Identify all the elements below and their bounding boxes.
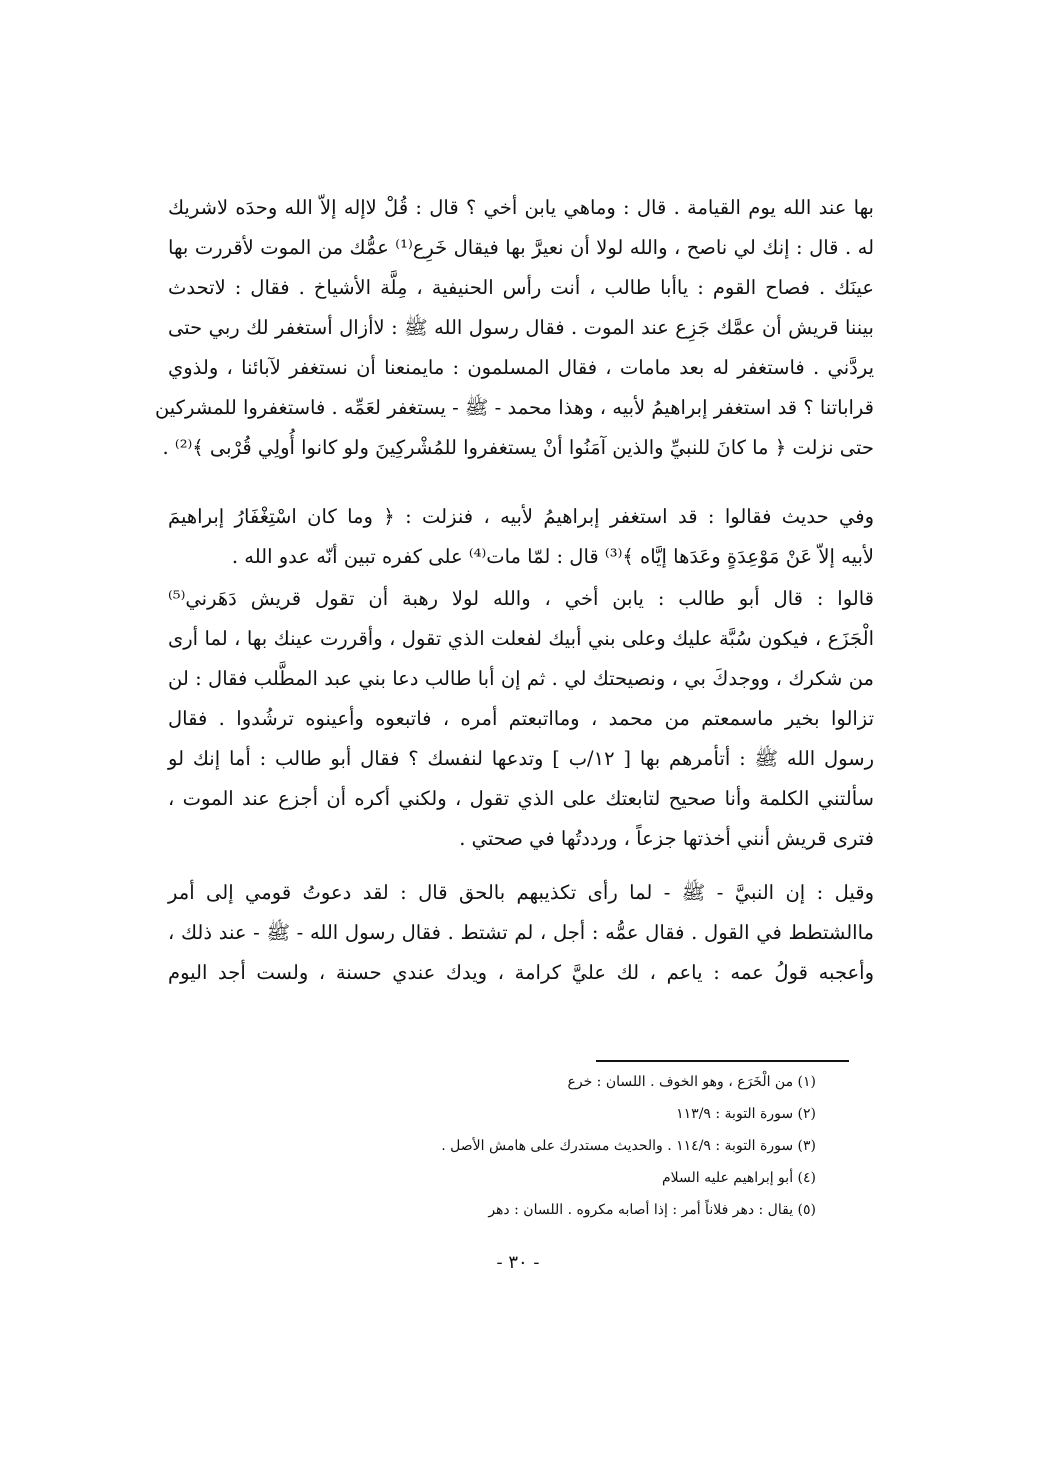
paragraph: [168, 873, 874, 993]
text-line: وفي حديث فقالوا : قد استغفر إبراهيمُ لأبيه ، فنزلت : ﴿ وما كان اسْتِغْفَارُ إبراهيمَ: [168, 505, 874, 528]
text-line: قراباتنا ؟ قد استغفر إبراهيمُ لأبيه ، وهذا محمد - ﷺ - يستغفر لعَمِّه . فاستغفروا للمشركين: [154, 396, 874, 419]
text-line: بيننا قريش أن عمَّك جَزِع عند الموت . فقال رسول الله ﷺ : لاأزال أستغفر لك ربي حتى: [168, 316, 874, 339]
text-line: من شكرك ، ووجدكَ بي ، ونصيحتك لي . ثم إن أبا طالب دعا بني عبد المطَّلب فقال : لن: [168, 667, 874, 690]
footnote: (٤) أبو إبراهيم عليه السلام: [662, 1170, 816, 1186]
text-line: تزالوا بخير ماسمعتم من محمد ، ومااتبعتم أمره ، فاتبعوه وأعينوه ترشُدوا . فقال: [168, 707, 874, 730]
page-number: - ٣٠ -: [496, 1252, 540, 1273]
text-line: الْجَزَع ، فيكون سُبَّة عليك وعلى بني أبيك لفعلت الذي تقول ، وأقررت عينك بها ، لما أرى: [168, 627, 874, 650]
footnote: (٥) يقال : دهر فلاناً أمر : إذا أصابه مكروه . اللسان : دهر: [488, 1202, 816, 1218]
text-line: يردَّني . فاستغفر له بعد مامات ، فقال المسلمون : مايمنعنا أن نستغفر لآبائنا ، ولذوي: [168, 356, 874, 379]
paragraph: [154, 188, 875, 468]
text-line: له . قال : إنك لي ناصح ، والله لولا أن نعيرَّ بها فيقال خَرِع⁽¹⁾ عمُّك من الموت لأقررت بها: [168, 236, 875, 259]
footnote: (٢) سورة التوبة : ١١٣/٩: [676, 1106, 816, 1122]
text-line: وقيل : إن النبيَّ - ﷺ - لما رأى تكذيبهم بالحق قال : لقد دعوتُ قومي إلى أمر: [168, 881, 874, 904]
text-line: سألتني الكلمة وأنا صحيح لتابعتك على الذي تقول ، ولكني أكره أن أجزع عند الموت ،: [168, 787, 874, 810]
footnote-separator: [596, 1060, 849, 1062]
text-line: رسول الله ﷺ : أتأمرهم بها [ ١٢/ب ] وتدعها لنفسك ؟ فقال أبو طالب : أما إنك لو: [168, 747, 874, 770]
text-line: لأبيه إلاّ عَنْ مَوْعِدَةٍ وعَدَها إيَّاه ﴾⁽³⁾ قال : لمّا مات⁽⁴⁾ على كفره تبين أنّه عدو الله .: [231, 545, 874, 568]
text-line: قالوا : قال أبو طالب : يابن أخي ، والله لولا رهبة أن تقول قريش دَهَرني⁽⁵⁾: [168, 587, 874, 610]
footnote: (٣) سورة التوبة : ١١٤/٩ . والحديث مستدرك على هامش الأصل .: [441, 1138, 816, 1154]
text-line: وأعجبه قولُ عمه : ياعم ، لك عليَّ كرامة ، ويدك عندي حسنة ، ولست أجد اليوم: [168, 961, 874, 984]
text-line: حتى نزلت ﴿ ما كانَ للنبيِّ والذين آمَنُوا أنْ يستغفروا للمُشْركِينَ ولو كانوا أُولِي قُرْبى ﴾⁽²⁾ .: [162, 436, 874, 459]
footnotes: [330, 1066, 816, 1226]
paragraph: [168, 497, 874, 577]
footnote: (١) من الْخَرَع ، وهو الخوف . اللسان : خرع: [567, 1074, 816, 1090]
text-line: فترى قريش أنني أخذتها جزعاً ، ورددتُها في صحتي .: [459, 827, 874, 850]
paragraph: [168, 579, 874, 859]
text-line: بها عند الله يوم القيامة . قال : وماهي يابن أخي ؟ قال : قُلْ لاإله إلاّ الله وحدَه لاشريك: [168, 196, 874, 219]
text-line: ماالشتطط في القول . فقال عمُّه : أجل ، لم تشتط . فقال رسول الله - ﷺ - عند ذلك ،: [168, 921, 874, 944]
text-line: عينَك . فصاح القوم : ياأبا طالب ، أنت رأس الحنيفية ، مِلَّة الأشياخ . فقال : لاتحدث: [168, 276, 874, 299]
